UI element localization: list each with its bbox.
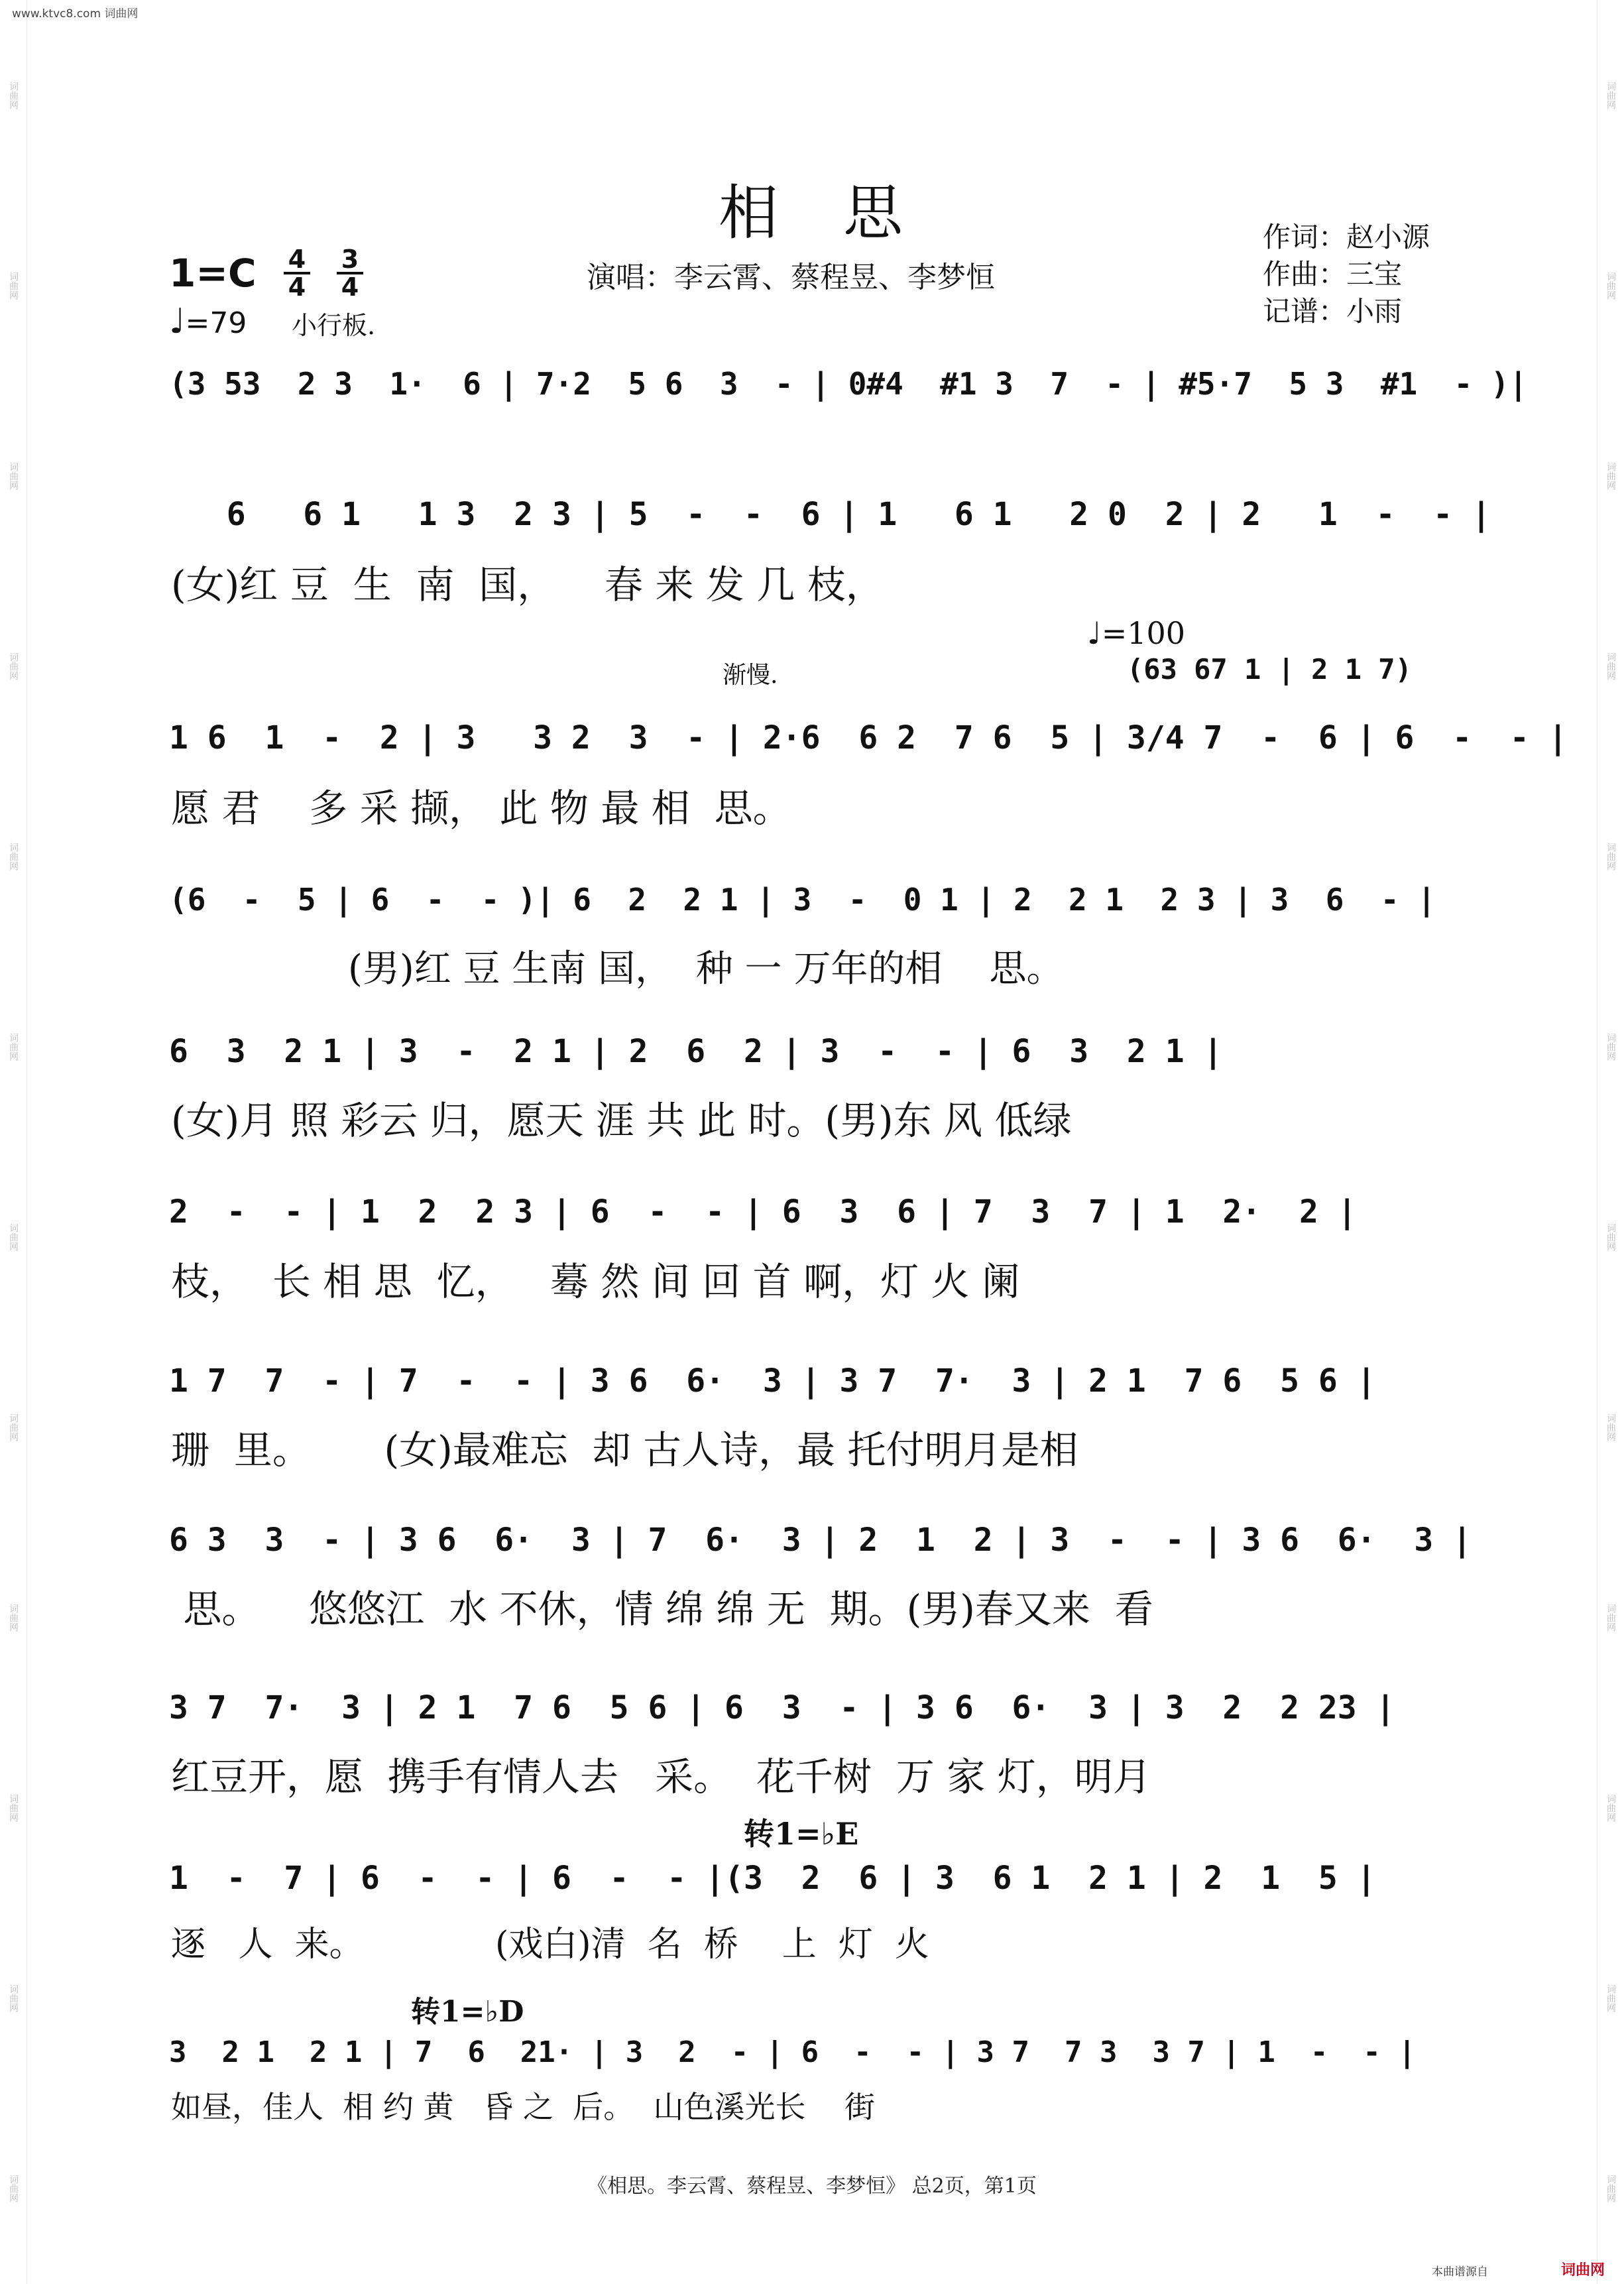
lyric-line-2: (女)红 豆 生 南 国， 春 来 发 几 枝， <box>171 562 884 607</box>
song-title: 相 思 <box>719 178 905 248</box>
lyric-line-6: 枝， 长 相 思 忆， 蓦 然 间 回 首 啊，灯 火 阑 <box>171 1259 1020 1304</box>
lyricist-credit: 作词：赵小源 <box>1263 221 1430 253</box>
time-signature-3-4: $\frac{3}{4}$ <box>337 247 363 300</box>
key-signature: 1=C <box>169 251 257 296</box>
notation-line-10: 1 - 7 | 6 - - | 6 - - |(3 2 6 | 3 6 1 2 1 | 2 1 5 | <box>169 1860 1376 1897</box>
lyric-line-5: (女)月 照 彩云 归，愿天 涯 共 此 时。(男)东 风 低绿 <box>171 1098 1072 1143</box>
time-signature-4-4: $\frac{4}{4}$ <box>284 247 310 300</box>
modulation-marking-1: 转1=♭E <box>744 1816 859 1852</box>
left-watermark-band: 词曲网 词曲网 词曲网 词曲网 词曲网 词曲网 词曲网 词曲网 词曲网 词曲网 词曲网 词曲网 <box>0 0 27 2284</box>
tempo-change-marking: ♩=100 <box>1087 615 1186 651</box>
notation-line-2: 6 6 1 1 3 2 3 | 5 - - 6 | 1 6 1 2 0 2 | 2 1 - - | <box>169 496 1491 533</box>
page-footer: 《相思。李云霄、蔡程昱、李梦恒》 总2页，第1页 <box>587 2175 1037 2198</box>
quarter-note-icon: ♩ <box>169 302 186 341</box>
lyric-line-3: 愿 君 多 采 撷， 此 物 最 相 思。 <box>171 786 791 831</box>
notation-line-1: (3 53 2 3 1· 6 | 7·2 5 6 3 - | 0#4 #1 3 7 - | #5·7 5 3 #1 - )| <box>169 366 1528 402</box>
lyric-line-7: 珊 里。 (女)最难忘 却 古人诗，最 托付明月是相 <box>171 1427 1078 1473</box>
notation-line-6: 2 - - | 1 2 2 3 | 6 - - | 6 3 6 | 7 3 7 | 1 2· 2 | <box>169 1193 1357 1231</box>
lyric-line-8: 思。 悠悠江 水 不休，情 绵 绵 无 期。(男)春又来 看 <box>171 1587 1153 1632</box>
interlude-notation: (63 67 1 | 2 1 7) <box>1127 653 1412 686</box>
site-header: www.ktvc8.com 词曲网 <box>12 7 139 21</box>
modulation-marking-2: 转1=♭D <box>411 1995 524 2029</box>
notation-line-11: 3 2 1 2 1 | 7 6 21· | 3 2 - | 6 - - | 3 7 7 3 3 7 | 1 - - | <box>169 2035 1416 2069</box>
singers-credit: 演唱：李云霄、蔡程昱、李梦恒 <box>587 261 995 294</box>
notation-line-3: 1 6 1 - 2 | 3 3 2 3 - | 2·6 6 2 7 6 5 | 3/4 7 - 6 | 6 - - | <box>169 719 1568 756</box>
notation-line-5: 6 3 2 1 | 3 - 2 1 | 2 6 2 | 3 - - | 6 3 2 1 | <box>169 1033 1223 1070</box>
right-watermark-band: 词曲网 词曲网 词曲网 词曲网 词曲网 词曲网 词曲网 词曲网 词曲网 词曲网 词曲网 词曲网 <box>1597 0 1624 2284</box>
composer-credit: 作曲：三宝 <box>1263 258 1403 290</box>
notation-line-7: 1 7 7 - | 7 - - | 3 6 6· 3 | 3 7 7· 3 | 2 1 7 6 5 6 | <box>169 1362 1376 1400</box>
site-watermark-logo: 词曲网 <box>1561 2262 1605 2279</box>
lyric-line-11: 如昼，佳人 相 约 黄 昏 之 后。 山色溪光长 街 <box>171 2089 875 2125</box>
notation-line-9: 3 7 7· 3 | 2 1 7 6 5 6 | 6 3 - | 3 6 6· 3 | 3 2 2 23 | <box>169 1689 1395 1726</box>
source-watermark: 本曲谱源自 <box>1432 2265 1488 2279</box>
notation-line-8: 6 3 3 - | 3 6 6· 3 | 7 6· 3 | 2 1 2 | 3 - - | 3 6 6· 3 | <box>169 1522 1472 1559</box>
transcriber-credit: 记谱：小雨 <box>1263 295 1403 328</box>
tempo-marking: ♩=79 <box>169 302 247 341</box>
notation-line-4: (6 - 5 | 6 - - )| 6 2 2 1 | 3 - 0 1 | 2 2 1 2 3 | 3 6 - | <box>169 882 1436 918</box>
lyric-line-9: 红豆开，愿 携手有情人去 采。 花千树 万 家 灯，明月 <box>171 1754 1151 1799</box>
lyric-line-10: 逐 人 来。 (戏白)清 名 桥 上 灯 火 <box>171 1925 929 1964</box>
slow-down-marking: 渐慢. <box>723 662 778 689</box>
tempo-word: 小行板. <box>292 311 376 340</box>
lyric-line-4: (男)红 豆 生南 国， 种 一 万年的相 思。 <box>171 947 1064 991</box>
